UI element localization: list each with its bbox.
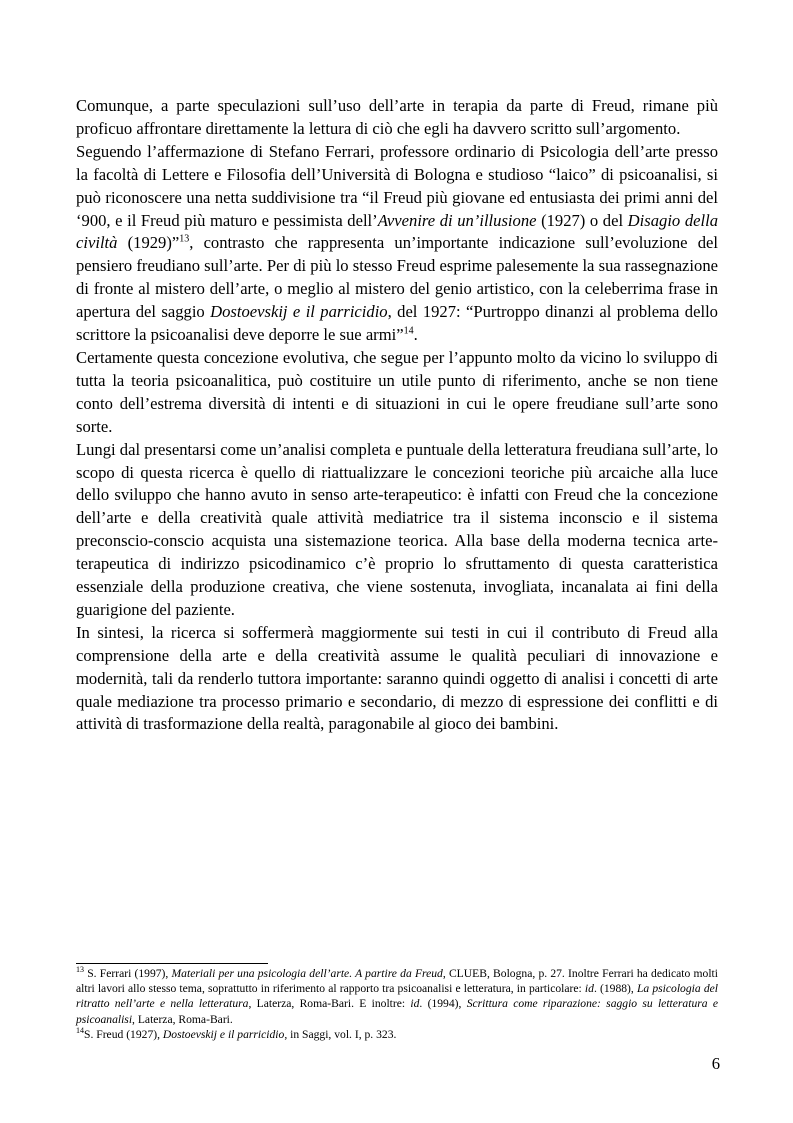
- footnote-13: [76, 966, 718, 1027]
- footnote-13-number: 13: [76, 965, 84, 975]
- footnote-14-text-a: S. Freud (1927),: [84, 1027, 163, 1041]
- footnote-14-number: 14: [76, 1025, 84, 1035]
- footnote-14-title: Dostoevskij e il parricidio: [162, 1027, 285, 1041]
- footnote-14: [76, 1027, 718, 1042]
- paragraph-1: Comunque, a parte speculazioni sull’uso dell’arte in terapia da parte di Freud, rimane più proficuo affrontare direttamente la lettura di ciò che egli ha davvero scritto sull’argomento.: [76, 96, 718, 138]
- paragraph-2-text-a: Seguendo l’affermazione di Stefano Ferrari, professore ordinario di Psicologia dell’arte presso la facoltà di Lettere e Filosofia dell’Università di Bologna e studioso “laico” di psicoanalisi, si può riconoscere una netta suddivisione tra “il Freud più giovane ed entusiasta dei primi anni del ‘900, e il Freud più maturo e pessimista dell’: [76, 141, 718, 230]
- footnote-ref-14[interactable]: 14: [403, 325, 414, 337]
- paragraph-2-text-b: (1927) o del: [536, 210, 628, 230]
- title-avvenire-illusione: Avvenire di un’illusione: [377, 210, 537, 230]
- footnote-13-text-b: , CLUEB, Bologna, p. 27. Inoltre Ferrari ha dedicato molti altri lavori allo stesso tema, soprattutto in riferimento al rapporto tra psicoanalisi e letteratura, in particolare:: [76, 967, 718, 996]
- footnote-divider: [76, 963, 268, 964]
- paragraph-5: In sintesi, la ricerca si soffermerà maggiormente sui testi in cui il contributo di Freud alla comprensione della arte e della creatività assume le qualità peculiari di innovazione e modernità, tali da renderlo tuttora importante: saranno quindi oggetto di analisi i concetti di arte quale mediazione tra processo primario e secondario, di mezzo di espressione dei conflitti e di attività di trasformazione della realtà, paragonabile al gioco dei bambini.: [76, 622, 718, 734]
- paragraph-2-text-e: , del 1927: “Purtroppo dinanzi al problema dello scrittore la psicoanalisi deve deporre le sue armi”: [76, 302, 718, 345]
- footnote-13-title-1: Materiali per una psicologia dell’arte. A partire da Freud: [171, 967, 443, 980]
- footnote-ref-13[interactable]: 13: [179, 233, 190, 245]
- title-dostoevskij-parricidio: Dostoevskij e il parricidio: [210, 302, 388, 322]
- footnote-13-text-e: . (1994),: [419, 997, 467, 1011]
- paragraph-2-text-c: (1929)”: [117, 233, 180, 253]
- paragraph-2-text-d: , contrasto che rappresenta un’importante indicazione sull’evoluzione del pensiero freudiano sull’arte. Per di più lo stesso Freud esprime palesemente la sua rassegnazione di fronte al mistero dell’arte, o meglio al mistero del genio artistico, con la celeberrima frase in apertura del saggio: [76, 233, 718, 322]
- footnote-13-title-2: La psicologia del ritratto nell’arte e nella letteratura: [76, 982, 718, 1011]
- footnote-13-id-1: id: [584, 982, 594, 996]
- footnote-13-text-c: . (1988),: [593, 982, 637, 996]
- footnote-13-title-3: Scrittura come riparazione: saggio su letteratura e psicoanalisi: [76, 997, 718, 1026]
- footnote-14-text-b: , in Saggi, vol. I, p. 323.: [284, 1027, 397, 1041]
- footnotes: [76, 966, 718, 1042]
- footnote-13-id-2: id: [410, 997, 420, 1011]
- footnote-13-text-a: S. Ferrari (1997),: [84, 967, 172, 980]
- title-disagio-civilta: Disagio della civiltà: [76, 210, 718, 253]
- footnote-13-text-f: , Laterza, Roma-Bari.: [132, 1012, 233, 1026]
- paragraph-2-text-f: .: [413, 325, 418, 345]
- footnote-13-text-d: , Laterza, Roma-Bari. E inoltre:: [248, 997, 411, 1011]
- paragraph-4: Lungi dal presentarsi come un’analisi completa e puntuale della letteratura freudiana sull’arte, lo scopo di questa ricerca è quello di riattualizzare le concezioni teoriche più arcaiche alla luce dello sviluppo che hanno avuto in senso arte-terapeutico: è infatti con Freud che la concezione dell’arte e della creatività quale attività mediatrice tra il sistema inconscio e il sistema preconscio-conscio acquista una sistemazione teorica. Alla base della moderna tecnica arte-terapeutica di indirizzo psicodinamico c’è proprio lo sfruttamento di questa caratteristica essenziale della produzione creativa, che viene sostenuta, invogliata, incanalata ai fini della guarigione del paziente.: [76, 439, 718, 619]
- body-text: [76, 95, 718, 736]
- paragraph-2: [76, 141, 718, 347]
- page-number: 6: [711, 1054, 720, 1073]
- paragraph-3: Certamente questa concezione evolutiva, che segue per l’appunto molto da vicino lo sviluppo di tutta la teoria psicoanalitica, può costituire un utile punto di riferimento, anche se non tiene conto dell’estrema diversità di intenti e di situazioni in cui le opere freudiane sull’arte sono sorte.: [76, 347, 718, 436]
